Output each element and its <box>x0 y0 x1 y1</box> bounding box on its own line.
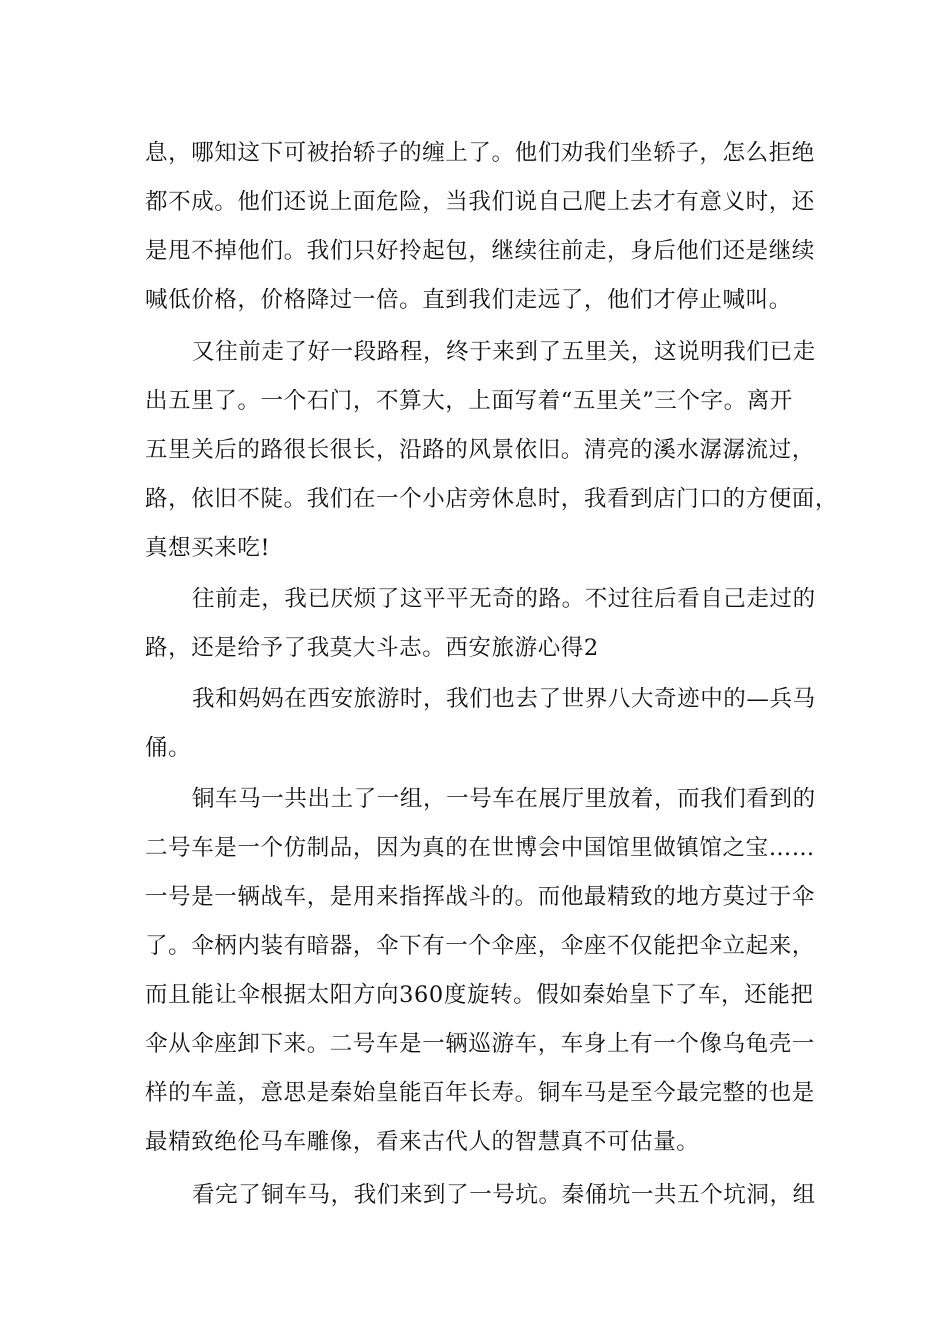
text-line: 铜车马一共出土了一组，一号车在展厅里放着，而我们看到的 <box>192 786 816 812</box>
text-line: 最精致绝伦马车雕像，看来古代人的智慧真不可估量。 <box>145 1129 700 1155</box>
text-line: 真想买来吃! <box>145 535 271 561</box>
text-line: 我和妈妈在西安旅游时，我们也去了世界八大奇迹中的—兵马 <box>192 686 816 712</box>
text-line: 看完了铜车马，我们来到了一号坑。秦俑坑一共五个坑洞，组 <box>192 1182 816 1208</box>
text-line: 路，还是给予了我莫大斗志。西安旅游心得2 <box>145 635 599 661</box>
text-line: 五里关后的路很长很长，沿路的风景依旧。清亮的溪水潺潺流过， <box>145 437 815 463</box>
text-line: 一号是一辆战车，是用来指挥战斗的。而他最精致的地方莫过于伞 <box>145 884 815 910</box>
text-line: 二号车是一个仿制品，因为真的在世博会中国馆里做镇馆之宝…… <box>145 835 815 861</box>
text-line: 往前走，我已厌烦了这平平无奇的路。不过往后看自己走过的 <box>192 586 816 612</box>
text-line: 出五里了。一个石门，不算大，上面写着“五里关”三个字。离开 <box>145 388 793 414</box>
text-line: 伞从伞座卸下来。二号车是一辆巡游车，车身上有一个像乌龟壳一 <box>145 1031 815 1057</box>
text-line: 又往前走了好一段路程，终于来到了五里关，这说明我们已走 <box>192 339 816 365</box>
text-line: 路，依旧不陡。我们在一个小店旁休息时，我看到店门口的方便面， <box>145 486 839 512</box>
text-line: 息，哪知这下可被抬轿子的缠上了。他们劝我们坐轿子，怎么拒绝 <box>145 140 815 166</box>
text-line: 喊低价格，价格降过一倍。直到我们走远了，他们才停止喊叫。 <box>145 287 792 313</box>
text-line: 都不成。他们还说上面危险，当我们说自己爬上去才有意义时，还 <box>145 189 815 215</box>
text-line: 了。伞柄内装有暗器，伞下有一个伞座，伞座不仅能把伞立起来， <box>145 933 815 959</box>
text-line: 是甩不掉他们。我们只好拎起包，继续往前走，身后他们还是继续 <box>145 238 815 264</box>
text-line: 而且能让伞根据太阳方向360度旋转。假如秦始皇下了车，还能把 <box>145 982 814 1008</box>
text-line: 样的车盖，意思是秦始皇能百年长寿。铜车马是至今最完整的也是 <box>145 1080 815 1106</box>
text-line: 俑。 <box>145 735 192 761</box>
